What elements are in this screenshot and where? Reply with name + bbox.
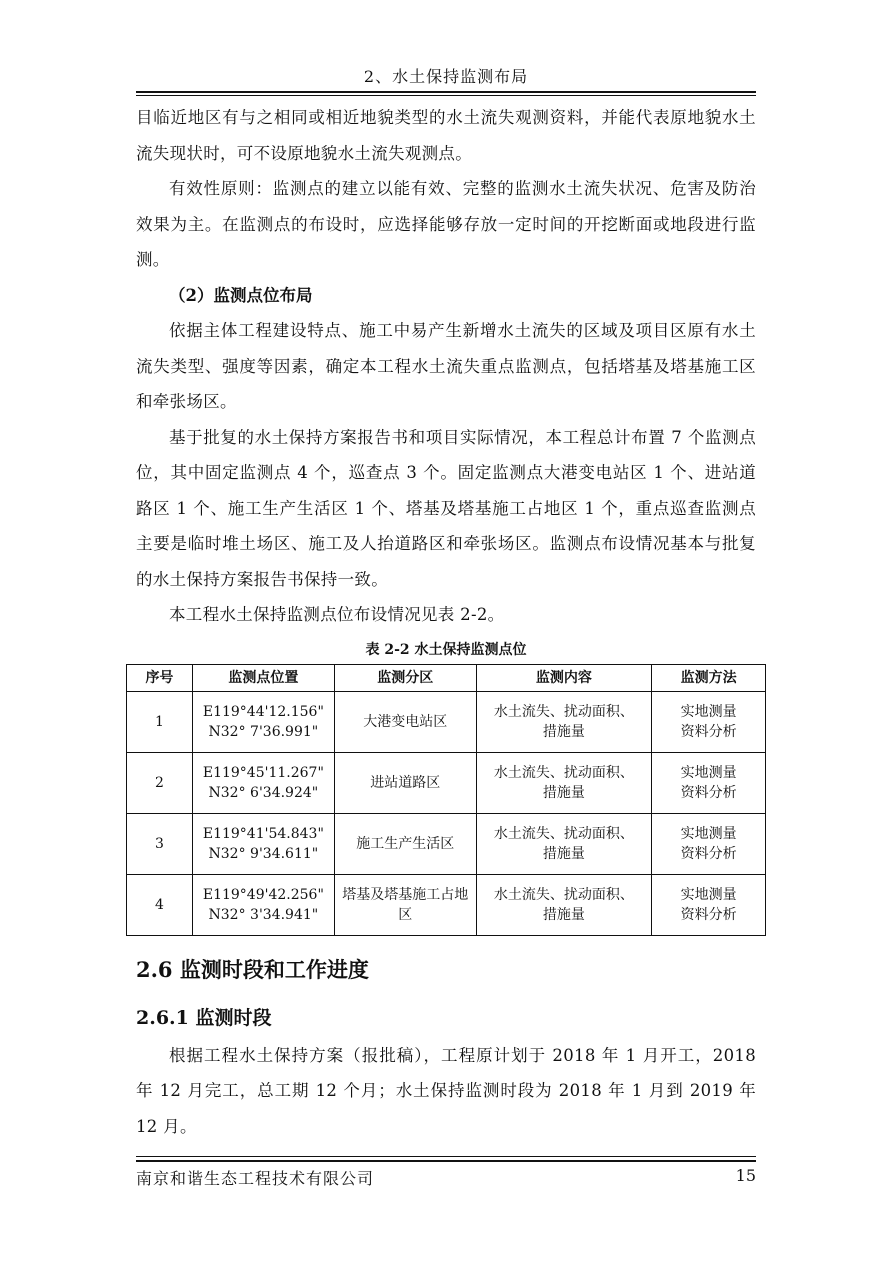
cell-location: [192, 874, 334, 935]
section-heading: 2.6 监测时段和工作进度: [136, 956, 369, 982]
cell-content: [476, 874, 652, 935]
col-header-location: 监测点位置: [192, 664, 334, 691]
table-row: [127, 874, 766, 935]
cell-content-line1: 水土流失、扰动面积、: [493, 886, 634, 903]
table-header-row: [127, 664, 766, 691]
cell-no: 1: [127, 691, 193, 752]
cell-content-line2: 措施量: [542, 906, 585, 923]
col-header-zone: 监测分区: [334, 664, 476, 691]
cell-method-line2: 资料分析: [680, 723, 737, 740]
table-row: [127, 691, 766, 752]
cell-content-line1: 水土流失、扰动面积、: [493, 703, 634, 720]
cell-location: [192, 691, 334, 752]
cell-latitude: N32° 7'36.991": [208, 723, 319, 740]
cell-method-line1: 实地测量: [680, 703, 737, 720]
paragraph-table-reference: 本工程水土保持监测点位布设情况见表 2-2。: [169, 605, 505, 624]
cell-content-line1: 水土流失、扰动面积、: [493, 825, 634, 842]
paragraph-layout-detail: 基于批复的水土保持方案报告书和项目实际情况，本工程总计布置 7 个监测点位，其中固定监测点 4 个，巡查点 3 个。固定监测点大港变电站区 1 个、进站道路区 1 个、施工生产生活区 1 个、塔基及塔基施工占地区 1 个，重点巡查监测点主要是临时堆土场区、施工及人抬道路区和牵张场区。监测点布设情况基本与批复的水土保持方案报告书保持一致。: [136, 427, 756, 589]
header-rule-thin: [136, 95, 756, 96]
header-rule: [136, 91, 756, 93]
table-row: [127, 813, 766, 874]
col-header-content: 监测内容: [476, 664, 652, 691]
paragraph-validity-principle: 有效性原则：监测点的建立以能有效、完整的监测水土流失状况、危害及防治效果为主。在监测点的布设时，应选择能够存放一定时间的开挖断面或地段进行监测。: [136, 179, 756, 269]
cell-content-line2: 措施量: [542, 784, 585, 801]
cell-no: 3: [127, 813, 193, 874]
cell-zone: 施工生产生活区: [334, 813, 476, 874]
cell-content: [476, 813, 652, 874]
footer-rule: [136, 1160, 756, 1162]
cell-method-line2: 资料分析: [680, 845, 737, 862]
monitoring-points-table: [126, 664, 766, 936]
table-row: [127, 752, 766, 813]
cell-content-line2: 措施量: [542, 723, 585, 740]
cell-location: [192, 752, 334, 813]
cell-no: 4: [127, 874, 193, 935]
cell-zone: 进站道路区: [334, 752, 476, 813]
cell-longitude: E119°44'12.156": [202, 703, 324, 720]
cell-latitude: N32° 6'34.924": [208, 784, 319, 801]
col-header-method: 监测方法: [652, 664, 766, 691]
cell-content-line1: 水土流失、扰动面积、: [493, 764, 634, 781]
cell-method: [652, 874, 766, 935]
cell-method: [652, 691, 766, 752]
cell-method-line1: 实地测量: [680, 886, 737, 903]
cell-method-line1: 实地测量: [680, 764, 737, 781]
paragraph-monitoring-period: 根据工程水土保持方案（报批稿），工程原计划于 2018 年 1 月开工，2018 年 12 月完工，总工期 12 个月；水土保持监测时段为 2018 年 1 月到 2019 年 12 月。: [136, 1045, 756, 1136]
subsection-heading: 2.6.1 监测时段: [136, 1006, 272, 1029]
cell-method-line2: 资料分析: [680, 906, 737, 923]
cell-content-line2: 措施量: [542, 845, 585, 862]
cell-method: [652, 752, 766, 813]
cell-longitude: E119°49'42.256": [202, 886, 324, 903]
cell-method-line1: 实地测量: [680, 825, 737, 842]
footer-company: 南京和谐生态工程技术有限公司: [136, 1169, 375, 1188]
cell-method: [652, 813, 766, 874]
cell-longitude: E119°45'11.267": [202, 764, 324, 781]
cell-location: [192, 813, 334, 874]
cell-latitude: N32° 9'34.611": [208, 845, 319, 862]
cell-content: [476, 691, 652, 752]
cell-method-line2: 资料分析: [680, 784, 737, 801]
table-title: 表 2-2 水土保持监测点位: [365, 641, 527, 658]
col-header-no: 序号: [127, 664, 193, 691]
paragraph-continued: 目临近地区有与之相同或相近地貌类型的水土流失观测资料，并能代表原地貌水土流失现状时，可不设原地貌水土流失观测点。: [136, 108, 756, 163]
cell-longitude: E119°41'54.843": [202, 825, 324, 842]
paragraph-layout-basis: 依据主体工程建设特点、施工中易产生新增水土流失的区域及项目区原有水土流失类型、强度等因素，确定本工程水土流失重点监测点，包括塔基及塔基施工区和牵张场区。: [136, 321, 756, 411]
running-header: 2、水土保持监测布局: [363, 67, 529, 86]
page-number: 15: [735, 1166, 756, 1185]
cell-content: [476, 752, 652, 813]
footer-rule-thin: [136, 1156, 756, 1157]
cell-zone: 塔基及塔基施工占地区: [334, 874, 476, 935]
subheading-layout: （2）监测点位布局: [169, 285, 313, 305]
cell-latitude: N32° 3'34.941": [208, 906, 319, 923]
cell-zone: 大港变电站区: [334, 691, 476, 752]
cell-no: 2: [127, 752, 193, 813]
page-body: [136, 100, 756, 1144]
